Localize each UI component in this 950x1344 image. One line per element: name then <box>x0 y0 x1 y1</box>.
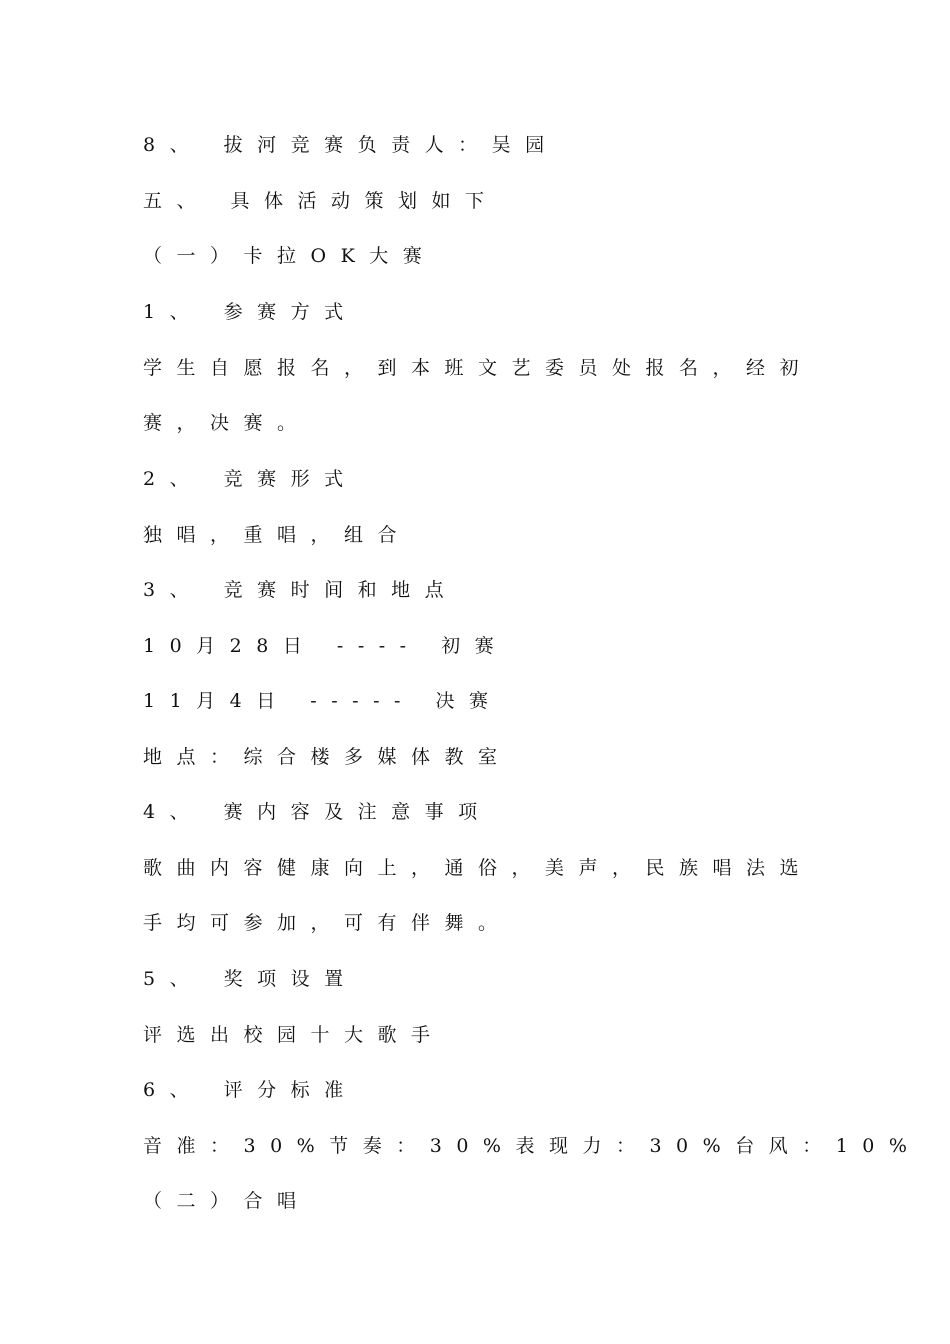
paragraph-line: 学生自愿报名，到本班文艺委员处报名，经初 <box>143 357 814 379</box>
subsection-heading: （二）合唱 <box>143 1190 311 1212</box>
item-heading: 3、 竞赛时间和地点 <box>143 579 459 601</box>
paragraph-line: 手均可参加，可有伴舞。 <box>143 912 512 934</box>
item-heading: 1、 参赛方式 <box>143 301 358 323</box>
schedule-line: 11月4日 ----- 决赛 <box>143 690 503 712</box>
text-line: 8、 拔河竞赛负责人：吴园 <box>143 134 559 156</box>
section-heading: 五、 具体活动策划如下 <box>143 190 499 212</box>
paragraph-line: 赛，决赛。 <box>143 412 311 434</box>
item-heading: 5、 奖项设置 <box>143 968 358 990</box>
paragraph-line: 评选出校园十大歌手 <box>143 1024 445 1046</box>
schedule-line: 10月28日 ---- 初赛 <box>143 635 509 657</box>
paragraph-line: 歌曲内容健康向上，通俗，美声，民族唱法选 <box>143 857 814 879</box>
paragraph-line: 独唱，重唱，组合 <box>143 524 412 546</box>
subsection-heading: （一）卡拉OK大赛 <box>143 245 437 267</box>
item-heading: 6、 评分标准 <box>143 1079 358 1101</box>
scoring-line: 音准：30%节奏：30%表现力：30%台风：10% <box>143 1135 922 1157</box>
item-heading: 4、 赛内容及注意事项 <box>143 801 492 823</box>
location-line: 地点：综合楼多媒体教室 <box>143 746 512 768</box>
item-heading: 2、 竞赛形式 <box>143 468 358 490</box>
